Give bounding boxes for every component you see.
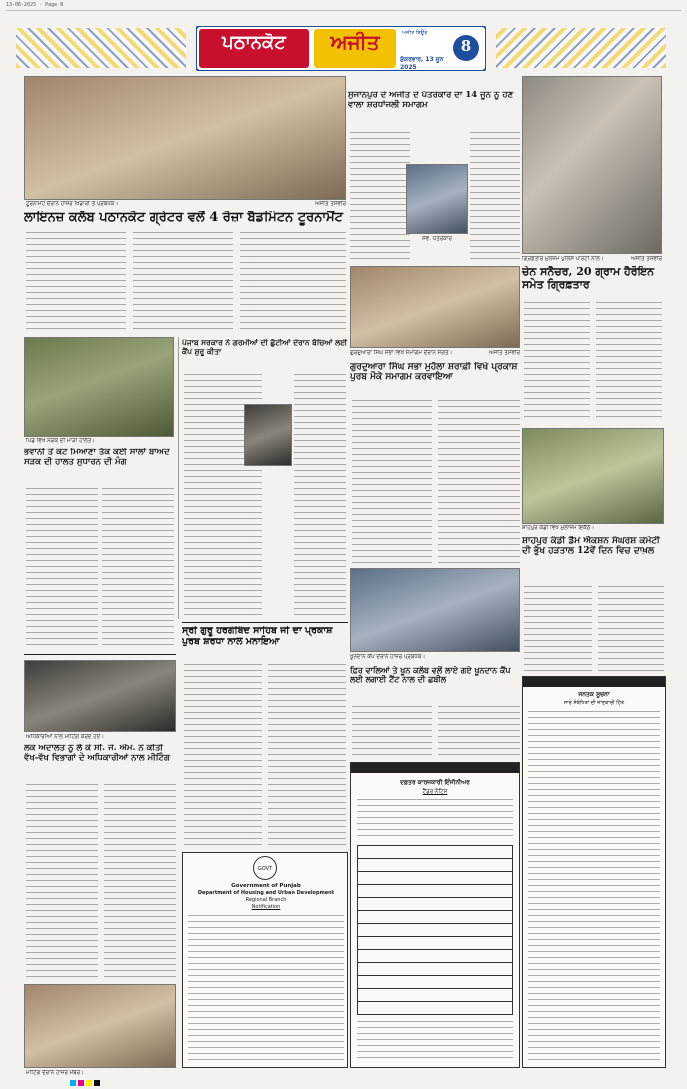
gov-notification-box — [182, 852, 348, 1068]
police-photo — [522, 76, 662, 254]
dam-photo-caption: ਸ਼ਾਹਪੁਰ ਕੰਡੀ ਵਿਖੇ ਮੁਲਾਜ਼ਮ ਇਕੱਠ। — [522, 525, 595, 531]
snatcher-text-col2 — [596, 302, 662, 422]
gov-title-2: Department of Housing and Urban Development — [197, 890, 335, 896]
meeting-photo-caption: ਅਧਿਕਾਰੀਆਂ ਨਾਲ ਮੀਟਿੰਗ ਕਰਦੇ ਹੋਏ। — [26, 734, 105, 740]
dam-text-col2 — [598, 586, 664, 672]
team-photo-byline: ਅਜੀਤ ਤਸਵੀਰ — [315, 201, 346, 207]
camp-headline: ਪੰਜਾਬ ਸਰਕਾਰ ਨੇ ਗਰਮੀਆਂ ਦੀ ਛੁੱਟੀਆਂ ਦੌਰਾਨ ਬੱਚਿਆਂ ਲਈ ਕੈਂਪ ਸ਼ੁਰੂ ਕੀਤਾ — [182, 339, 348, 356]
color-bar-cyan — [70, 1080, 76, 1086]
masthead-city: ਪਠਾਨਕੋਟ — [222, 33, 286, 53]
tender-table — [357, 845, 513, 1015]
road-text-col1 — [26, 488, 98, 650]
tender-subtitle: ਟੈਂਡਰ ਨੋਟਿਸ — [422, 789, 448, 795]
masthead-pattern-right — [496, 28, 666, 68]
tender-title: ਦਫ਼ਤਰ ਕਾਰਜਕਾਰੀ ਇੰਜੀਨੀਅਰ — [400, 779, 470, 786]
blood-camp-headline: ਫ਼ਿਰ ਵਾਲਿਆਂ ਤੇ ਖੂਨ ਕਲੱਬ ਵਲੋਂ ਲਾਏ ਗਏ ਖੂਨਦਾਨ ਕੈਂਪ ਲਈ ਲਗਾਈ ਟੈਂਟ ਨਾਲ ਦੀ ਛਬੀਲ — [350, 666, 511, 685]
tender-header-bar — [351, 763, 519, 773]
masthead-pattern-left — [16, 28, 186, 68]
badminton-headline: ਲਾਇਨਜ਼ ਕਲੱਬ ਪਠਾਨਕੋਟ ਗ੍ਰੇਟਰ ਵਲੋਂ 4 ਰੋਜ਼ਾ ਬੈਡਮਿੰਟਨ ਟੂਰਨਾਮੈਂਟ — [24, 211, 343, 225]
road-text-col2 — [102, 488, 174, 650]
divider-lower-left — [24, 654, 176, 655]
badminton-text-col2 — [133, 232, 233, 332]
journalist-portrait — [406, 164, 468, 234]
tender-notice-box — [350, 762, 520, 1068]
blood-camp-text-col1 — [352, 706, 432, 758]
lok-adalat-text-col1 — [26, 784, 98, 980]
color-bar-black — [94, 1080, 100, 1086]
public-notice-box — [522, 676, 666, 1068]
tribute-text-col1 — [350, 132, 410, 264]
divider-center — [182, 622, 348, 623]
gurdwara-text-col2 — [438, 400, 520, 564]
lok-adalat-text-col2 — [104, 784, 176, 980]
tender-footer-text — [357, 1021, 513, 1061]
tribute-headline: ਸੁਜਾਨਪੁਰ ਦੇ ਅਜੀਤ ਦੇ ਪੱਤਰਕਾਰ ਦਾ 14 ਜੂਨ ਨੂੰ ਹੋਣ ਵਾਲਾ ਸ਼ਰਧਾਂਜਲੀ ਸਮਾਗਮ — [348, 91, 514, 110]
dam-headline: ਸ਼ਾਹਪੁਰ ਕੰਡੀ ਡੈਮ ਐਕਸ਼ਨ ਸੰਘਰਸ਼ ਕਮੇਟੀ ਦੀ ਭੁੱਖ ਹੜਤਾਲ 12ਵੇਂ ਦਿਨ ਵਿਚ ਦਾਖ਼ਲ — [522, 536, 660, 557]
hargobind-text-col1 — [184, 664, 262, 848]
gov-emblem: GOVT — [253, 856, 277, 880]
badminton-text-col3 — [240, 232, 346, 332]
masthead-date: ਸ਼ੁੱਕਰਵਾਰ, 13 ਜੂਨ 2025 — [400, 56, 444, 71]
gov-notice-text — [188, 915, 344, 1061]
masthead-paper: ਅਜੀਤ — [330, 31, 380, 54]
public-notice-text — [528, 711, 660, 1061]
top-rule — [6, 10, 681, 11]
color-bar-magenta — [78, 1080, 84, 1086]
road-photo — [24, 337, 174, 437]
public-notice-subtitle: ਸਾਰੇ ਸੰਬੰਧਿਤਾਂ ਦੀ ਜਾਣਕਾਰੀ ਹਿੱਤ — [563, 700, 625, 706]
tender-intro-text — [357, 799, 513, 839]
color-bar-yellow — [86, 1080, 92, 1086]
blood-camp-text-col2 — [438, 706, 520, 758]
public-notice-title: ਜਨਤਕ ਸੂਚਨਾ — [578, 691, 610, 698]
team-photo-caption: ਟੂਰਨਾਮੈਂਟ ਦੌਰਾਨ ਹਾਜ਼ਰ ਖਿਡਾਰੀ ਤੇ ਪ੍ਰਬੰਧਕ। — [26, 201, 119, 207]
tribute-text-col2 — [470, 132, 520, 264]
hargobind-headline: ਸ੍ਰੀ ਗੁਰੂ ਹਰਗੋਬਿੰਦ ਸਾਹਿਬ ਜੀ ਦਾ ਪ੍ਰਕਾਸ਼ ਪੁਰਬ ਸ਼ਰਧਾ ਨਾਲ ਮਨਾਇਆ — [182, 626, 333, 647]
official-portrait — [244, 404, 292, 466]
gurdwara-text-col1 — [352, 400, 432, 564]
gov-title-1: Government of Punjab — [231, 883, 301, 889]
police-photo-byline: ਅਜੀਤ ਤਸਵੀਰ — [631, 256, 662, 262]
dam-text-col1 — [524, 586, 592, 672]
lok-adalat-headline: ਲੋਕ ਅਦਾਲਤ ਨੂੰ ਲੈ ਕੇ ਸੀ. ਜੇ. ਐਮ. ਨੇ ਕੀਤੀ ਵੱਖ-ਵੱਖ ਵਿਭਾਗਾਂ ਦੇ ਅਧਿਕਾਰੀਆਂ ਨਾਲ ਮੀਟਿੰਗ — [24, 744, 170, 763]
portrait-caption: ਸਵ. ਪੱਤਰਕਾਰ — [422, 236, 452, 242]
team-photo — [24, 76, 346, 200]
police-photo-caption: ਗ੍ਰਿਫ਼ਤਾਰ ਮੁਲਜ਼ਮ ਪੁਲਿਸ ਪਾਰਟੀ ਨਾਲ। — [522, 256, 604, 262]
meeting-photo — [24, 660, 176, 732]
group-meeting-caption: ਮੀਟਿੰਗ ਦੌਰਾਨ ਹਾਜ਼ਰ ਮੈਂਬਰ। — [26, 1070, 84, 1076]
chain-snatcher-headline: ਚੇਨ ਸਨੈਚਰ, 20 ਗ੍ਰਾਮ ਹੈਰੋਇਨ ਸਮੇਤ ਗ੍ਰਿਫ਼ਤਾਰ — [522, 266, 655, 291]
blood-camp-photo — [350, 568, 520, 652]
group-meeting-photo — [24, 984, 176, 1068]
badminton-text-col1 — [26, 232, 126, 332]
blood-camp-caption: ਖੂਨਦਾਨ ਕੈਂਪ ਦੌਰਾਨ ਹਾਜ਼ਰ ਪ੍ਰਬੰਧਕ। — [350, 654, 426, 660]
notice-header-bar — [523, 677, 665, 687]
gurdwara-photo-byline: ਅਜੀਤ ਤਸਵੀਰ — [489, 350, 520, 356]
gov-title-3: Regional Branch — [245, 897, 287, 903]
road-photo-caption: ਪਿੰਡ ਵਿਖੇ ਸੜਕ ਦੀ ਮਾੜੀ ਹਾਲਤ। — [26, 438, 95, 444]
divider-mid-left — [178, 337, 179, 619]
gurdwara-photo-caption: ਗੁਰਦੁਆਰਾ ਸਿੰਘ ਸਭਾ ਵਿਖੇ ਸਮਾਗਮ ਦੌਰਾਨ ਸੰਗਤ। — [350, 350, 453, 356]
page-number: 8 — [460, 38, 472, 55]
masthead-edition: ਅਜੀਤ ਬਿਊਰੋ — [402, 30, 428, 36]
dam-protest-photo — [522, 428, 664, 524]
gurdwara-photo — [350, 266, 520, 348]
hargobind-text-col2 — [268, 664, 346, 848]
gov-title-4: Notification — [251, 904, 281, 910]
masthead — [196, 26, 486, 71]
print-slug: 13-06-2025 · Page 8 — [6, 2, 64, 8]
snatcher-text-col1 — [524, 302, 590, 422]
gurdwara-headline: ਗੁਰਦੁਆਰਾ ਸਿੰਘ ਸਭਾ ਮੁਹੱਲਾ ਸ਼ਰਾਫ਼ੀ ਵਿਖੇ ਪ੍ਰਕਾਸ਼ ਪੁਰਬ ਮੌਕੇ ਸਮਾਗਮ ਕਰਵਾਇਆ — [350, 362, 518, 383]
road-headline: ਭਵਾਨੀ ਤੋਂ ਕੋਟ ਮਿਆਣਾ ਤੱਕ ਕਈ ਸਾਲਾਂ ਬਾਅਦ ਸੜਕ ਦੀ ਹਾਲਤ ਸੁਧਾਰਨ ਦੀ ਮੰਗ — [24, 448, 170, 467]
camp-text-col2 — [294, 374, 346, 618]
